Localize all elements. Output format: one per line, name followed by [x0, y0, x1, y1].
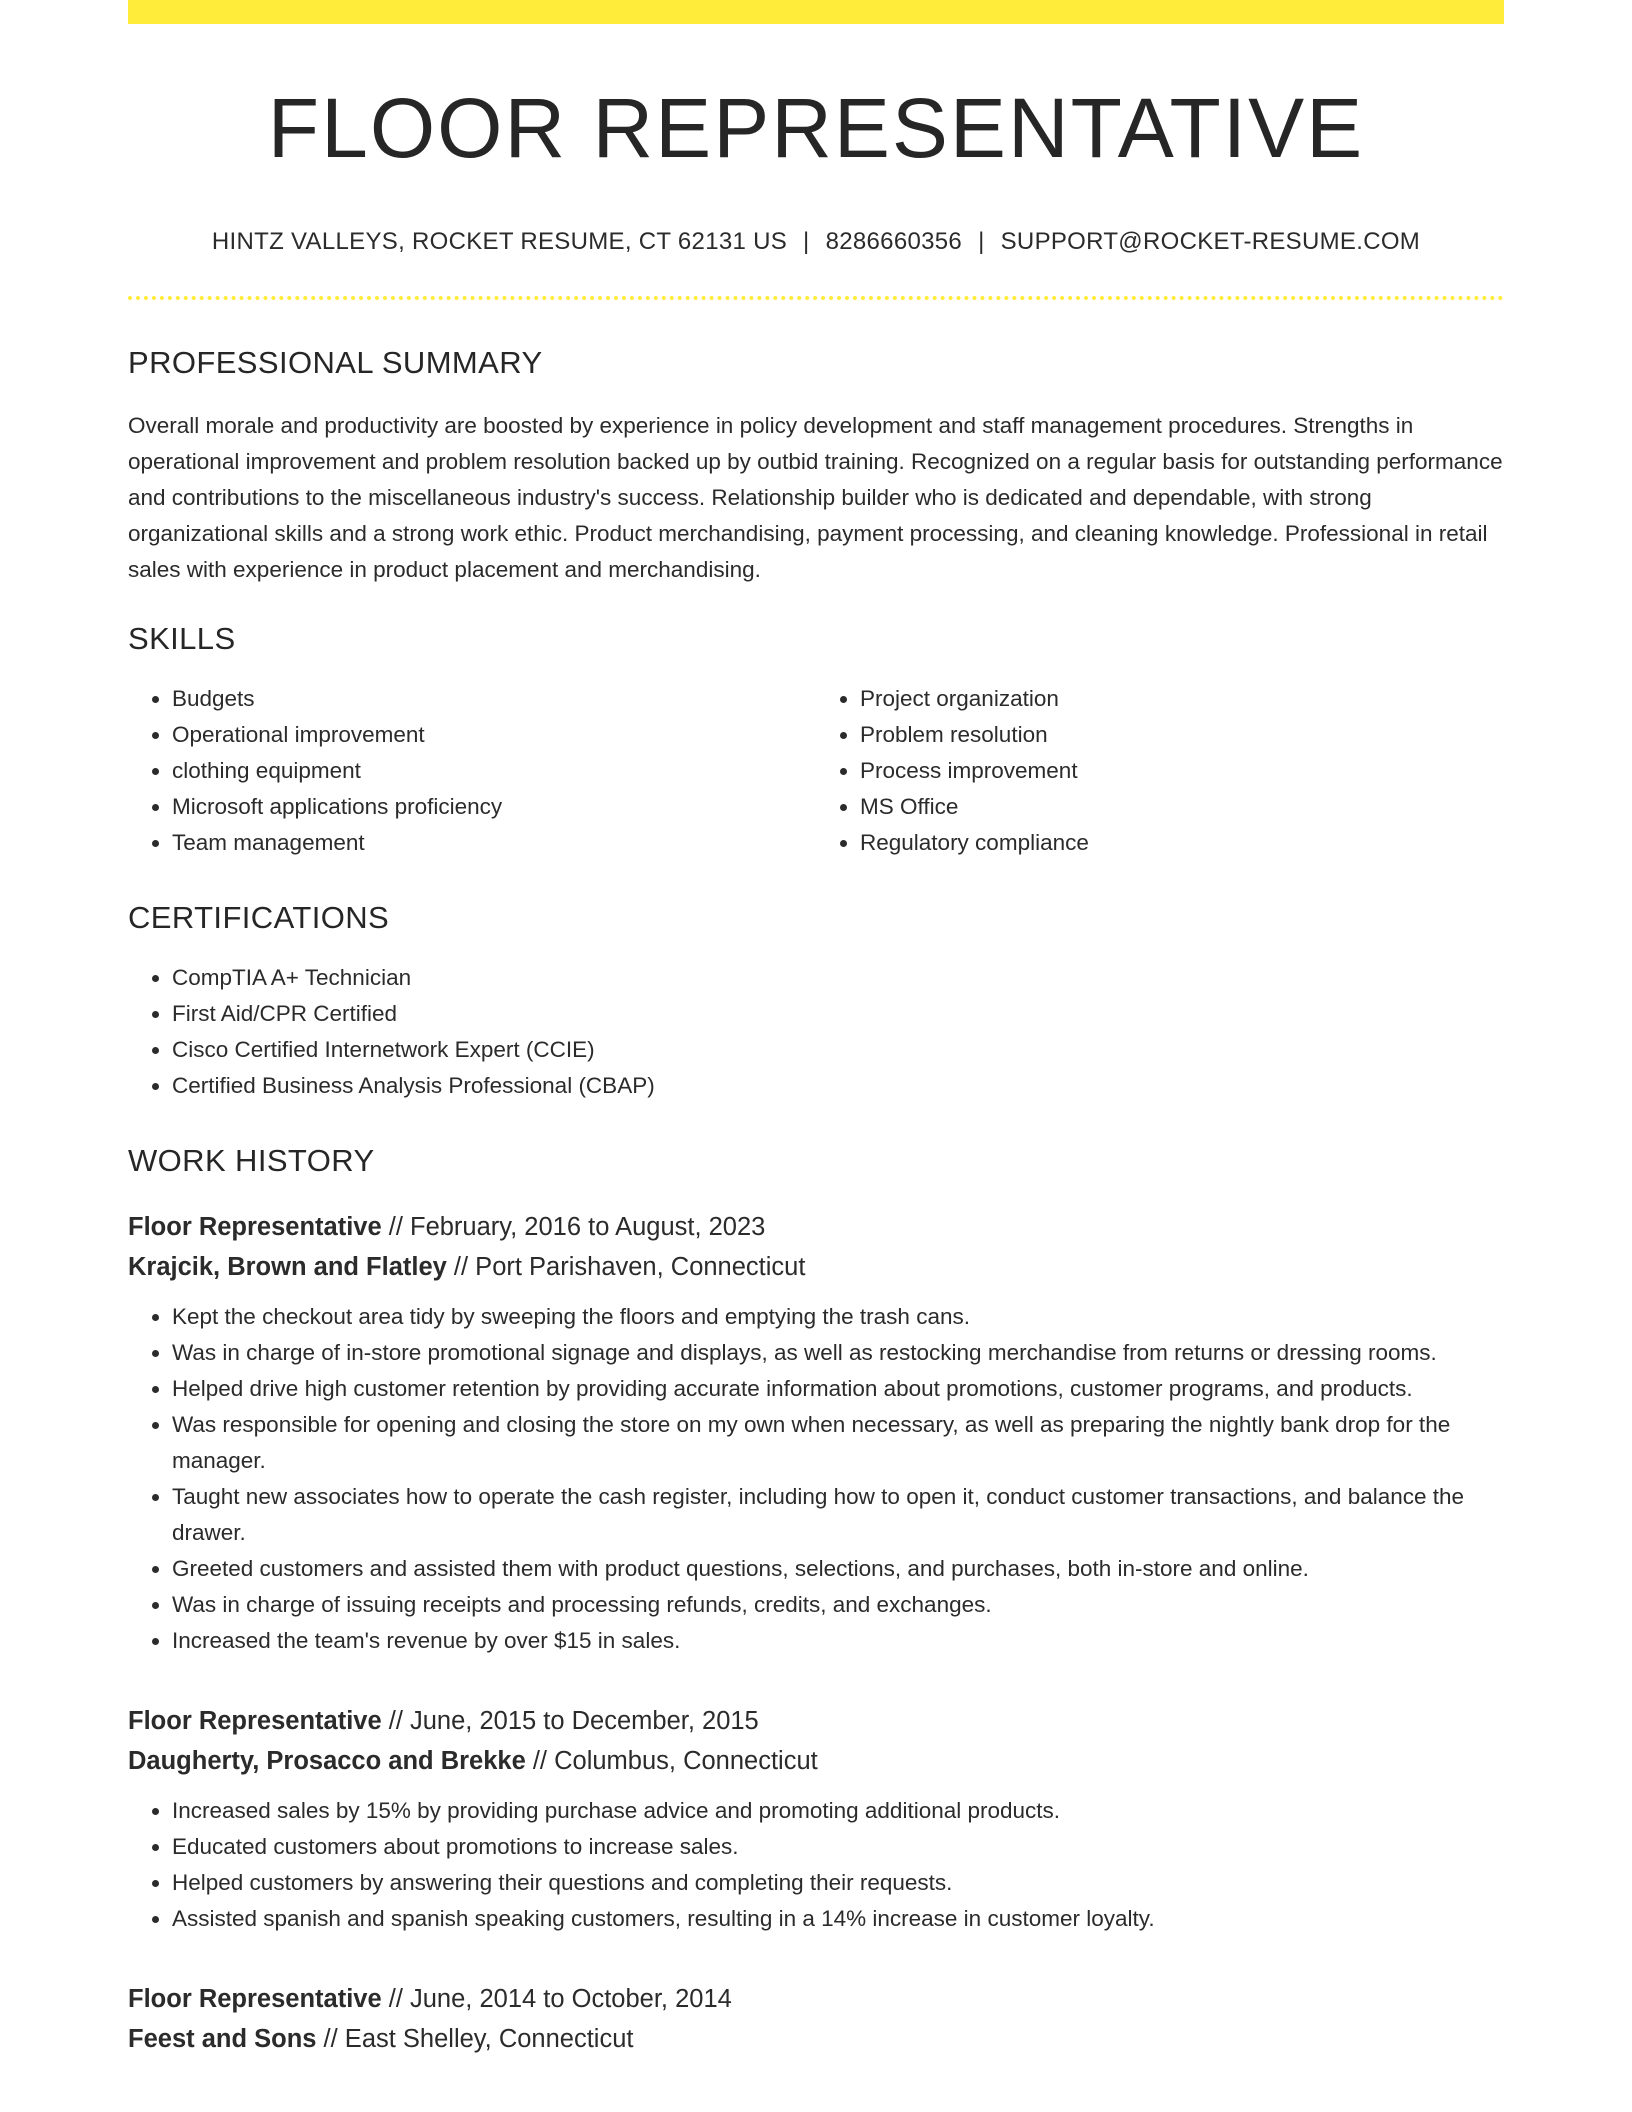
duty-item: • Helped drive high customer retention by providing accurate information about promotions, customer programs, and products.: [172, 1371, 1504, 1407]
job-entry: [128, 1207, 1504, 1659]
job-dates: // June, 2014 to October, 2014: [381, 1985, 732, 2014]
skill-item: • Problem resolution: [860, 717, 1504, 753]
certifications-heading: CERTIFICATIONS: [128, 899, 390, 935]
work-history-heading: WORK HISTORY: [128, 1142, 375, 1178]
summary-heading: PROFESSIONAL SUMMARY: [128, 345, 543, 381]
skill-item: • clothing equipment: [172, 753, 816, 789]
duty-item: • Was in charge of issuing receipts and processing refunds, credits, and exchanges.: [172, 1587, 1504, 1623]
duty-item: • Taught new associates how to operate the cash register, including how to open it, conduct customer transactions, and balance the drawer.: [172, 1479, 1504, 1551]
job-dates: // June, 2015 to December, 2015: [381, 1707, 759, 1736]
skill-item: • Regulatory compliance: [860, 825, 1504, 861]
duty-item: • Helped customers by answering their questions and completing their requests.: [172, 1865, 1504, 1901]
job-company: Feest and Sons: [128, 2025, 317, 2054]
job-company-line: [128, 1741, 1504, 1781]
job-role: Floor Representative: [128, 1985, 382, 2014]
skill-item: • Process improvement: [860, 753, 1504, 789]
summary-text: Overall morale and productivity are boosted by experience in policy development and staff management procedures. Strengths in operational improvement and problem resolution backed up by outbid training. Recognized on a regular basis for outstanding performance and contributions to the miscellaneous industry's success. Relationship builder who is dedicated and dependable, with strong organizational skills and a strong work ethic. Product merchandising, payment processing, and cleaning knowledge. Professional in retail sales with experience in product placement and merchandising.: [128, 412, 1503, 582]
skill-item: • Team management: [172, 825, 816, 861]
duty-item: • Increased sales by 15% by providing purchase advice and promoting additional products.: [172, 1793, 1504, 1829]
certification-item: • Certified Business Analysis Professional (CBAP): [172, 1068, 1504, 1104]
skill-item: • MS Office: [860, 789, 1504, 825]
job-location: // Port Parishaven, Connecticut: [446, 1253, 806, 1282]
job-duties: [128, 1793, 1504, 1937]
job-duties: [128, 1299, 1504, 1659]
job-company: Krajcik, Brown and Flatley: [128, 1253, 447, 1282]
duty-item: • Was in charge of in-store promotional signage and displays, as well as restocking merchandise from returns or dressing rooms.: [172, 1335, 1504, 1371]
job-role-line: [128, 1979, 1504, 2019]
skill-item: • Budgets: [172, 681, 816, 717]
job-entry: [128, 1979, 1504, 2059]
duty-item: • Assisted spanish and spanish speaking customers, resulting in a 14% increase in customer loyalty.: [172, 1901, 1504, 1937]
duty-item: • Was responsible for opening and closing the store on my own when necessary, as well as preparing the nightly bank drop for the manager.: [172, 1407, 1504, 1479]
job-entry: [128, 1701, 1504, 1937]
certification-item: • CompTIA A+ Technician: [172, 960, 1504, 996]
contact-separator: |: [803, 228, 810, 256]
address-text: HINTZ VALLEYS, ROCKET RESUME, CT 62131 US: [211, 228, 788, 256]
job-location: // East Shelley, Connecticut: [316, 2025, 634, 2054]
job-company: Daugherty, Prosacco and Brekke: [128, 1747, 526, 1776]
certification-item: • Cisco Certified Internetwork Expert (CCIE): [172, 1032, 1504, 1068]
job-location: // Columbus, Connecticut: [525, 1747, 818, 1776]
candidate-name: FLOOR REPRESENTATIVE: [267, 81, 1365, 175]
skill-item: • Operational improvement: [172, 717, 816, 753]
accent-top-bar: [128, 0, 1504, 24]
contact-line: [128, 228, 1504, 256]
job-role-line: [128, 1701, 1504, 1741]
phone-text: 8286660356: [825, 228, 963, 256]
skill-item: • Project organization: [860, 681, 1504, 717]
contact-separator: |: [978, 228, 985, 256]
skills-list-left: [128, 681, 816, 861]
job-role: Floor Representative: [128, 1707, 382, 1736]
skill-item: • Microsoft applications proficiency: [172, 789, 816, 825]
skills-list-right: [816, 681, 1504, 861]
resume-page: [128, 0, 1504, 2059]
certification-item: • First Aid/CPR Certified: [172, 996, 1504, 1032]
skills-grid: [128, 681, 1504, 861]
job-role-line: [128, 1207, 1504, 1247]
job-company-line: [128, 1247, 1504, 1287]
dotted-divider: [128, 296, 1504, 300]
duty-item: • Educated customers about promotions to increase sales.: [172, 1829, 1504, 1865]
skills-heading: SKILLS: [128, 620, 236, 656]
certifications-list: [128, 960, 1504, 1104]
duty-item: • Greeted customers and assisted them with product questions, selections, and purchases, both in-store and online.: [172, 1551, 1504, 1587]
job-role: Floor Representative: [128, 1213, 382, 1242]
job-dates: // February, 2016 to August, 2023: [381, 1213, 766, 1242]
duty-item: • Kept the checkout area tidy by sweeping the floors and emptying the trash cans.: [172, 1299, 1504, 1335]
email-text: SUPPORT@ROCKET-RESUME.COM: [1000, 228, 1421, 256]
job-company-line: [128, 2019, 1504, 2059]
duty-item: • Increased the team's revenue by over $15 in sales.: [172, 1623, 1504, 1659]
